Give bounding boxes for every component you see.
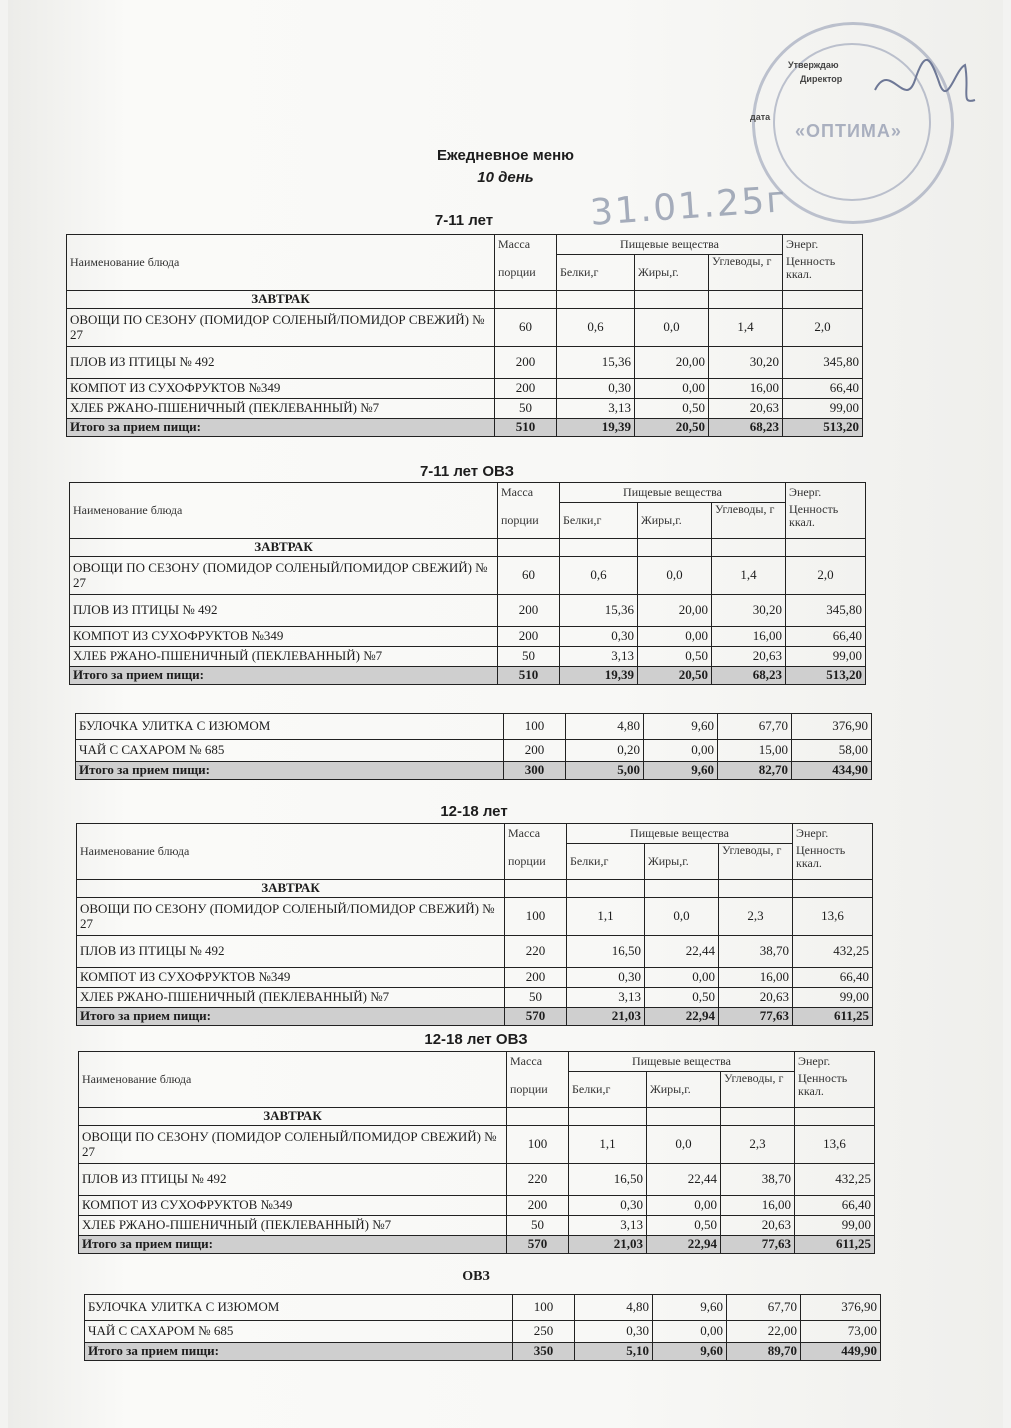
dish-energy: 99,00 (786, 647, 866, 667)
dish-fat: 9,60 (644, 714, 718, 740)
dish-protein: 15,36 (557, 347, 635, 379)
dish-carbs: 67,70 (718, 714, 792, 740)
col-header-energy: Ценность ккал. (795, 1072, 875, 1108)
dish-protein: 0,20 (566, 740, 644, 762)
total-mass: 570 (507, 1236, 569, 1254)
empty-cell (709, 291, 783, 309)
dish-mass: 50 (495, 399, 557, 419)
total-protein: 5,10 (575, 1343, 653, 1361)
snack-table (84, 1294, 881, 1361)
total-carbs: 89,70 (727, 1343, 801, 1361)
dish-name: ПЛОВ ИЗ ПТИЦЫ № 492 (77, 936, 505, 968)
empty-cell (793, 880, 873, 898)
empty-cell (560, 539, 638, 557)
dish-fat: 22,44 (647, 1164, 721, 1196)
dish-row (79, 1196, 875, 1216)
dish-protein: 0,30 (557, 379, 635, 399)
dish-row (67, 347, 863, 379)
dish-name: ОВОЩИ ПО СЕЗОНУ (ПОМИДОР СОЛЕНЫЙ/ПОМИДОР СВЕЖИЙ) № 27 (79, 1126, 507, 1164)
col-header-name: Наименование блюда (67, 235, 495, 291)
dish-energy: 66,40 (795, 1196, 875, 1216)
total-carbs: 77,63 (721, 1236, 795, 1254)
total-energy: 449,90 (801, 1343, 881, 1361)
meal-name: ЗАВТРАК (77, 880, 505, 898)
col-header-nutrients: Пищевые вещества (560, 483, 786, 503)
section-title: 12-18 лет (440, 803, 508, 820)
dish-carbs: 38,70 (719, 936, 793, 968)
dish-fat: 0,00 (635, 379, 709, 399)
dish-energy: 73,00 (801, 1321, 881, 1343)
dish-name: ОВОЩИ ПО СЕЗОНУ (ПОМИДОР СОЛЕНЫЙ/ПОМИДОР СВЕЖИЙ) № 27 (70, 557, 498, 595)
total-row (77, 1008, 873, 1026)
total-fat: 20,50 (635, 419, 709, 437)
col-header-protein: Белки,г (557, 255, 635, 291)
empty-cell (507, 1108, 569, 1126)
dish-mass: 100 (507, 1126, 569, 1164)
dish-protein: 0,6 (560, 557, 638, 595)
total-fat: 9,60 (644, 762, 718, 780)
col-header-fat: Жиры,г. (638, 503, 712, 539)
dish-carbs: 20,63 (719, 988, 793, 1008)
stamp-approve-text: Утверждаю (788, 60, 839, 70)
dish-name: ЧАЙ С САХАРОМ № 685 (76, 740, 504, 762)
dish-protein: 0,30 (567, 968, 645, 988)
total-row (79, 1236, 875, 1254)
header-row-top (77, 824, 873, 844)
empty-cell (645, 880, 719, 898)
total-label: Итого за прием пищи: (79, 1236, 507, 1254)
empty-cell (638, 539, 712, 557)
col-header-carbs: Углеводы, г (709, 255, 783, 291)
dish-carbs: 2,3 (721, 1126, 795, 1164)
total-energy: 434,90 (792, 762, 872, 780)
dish-fat: 0,00 (653, 1321, 727, 1343)
col-header-carbs: Углеводы, г (712, 503, 786, 539)
dish-name: ЧАЙ С САХАРОМ № 685 (85, 1321, 513, 1343)
dish-name: КОМПОТ ИЗ СУХОФРУКТОВ №349 (79, 1196, 507, 1216)
dish-mass: 50 (498, 647, 560, 667)
header-row-top (67, 235, 863, 255)
total-energy: 513,20 (783, 419, 863, 437)
dish-row (79, 1126, 875, 1164)
col-header-name: Наименование блюда (77, 824, 505, 880)
col-header-protein: Белки,г (567, 844, 645, 880)
dish-row (67, 379, 863, 399)
dish-mass: 60 (498, 557, 560, 595)
section-title: 7-11 лет ОВЗ (419, 463, 515, 480)
dish-name: ПЛОВ ИЗ ПТИЦЫ № 492 (70, 595, 498, 627)
dish-name: ХЛЕБ РЖАНО-ПШЕНИЧНЫЙ (ПЕКЛЕВАННЫЙ) №7 (70, 647, 498, 667)
total-carbs: 68,23 (712, 667, 786, 685)
dish-carbs: 16,00 (709, 379, 783, 399)
dish-name: ХЛЕБ РЖАНО-ПШЕНИЧНЫЙ (ПЕКЛЕВАННЫЙ) №7 (77, 988, 505, 1008)
meal-row (79, 1108, 875, 1126)
empty-cell (498, 539, 560, 557)
col-header-mass-portion: порции (505, 844, 567, 880)
page-title: Ежедневное меню (437, 147, 574, 164)
dish-fat: 0,50 (647, 1216, 721, 1236)
dish-carbs: 38,70 (721, 1164, 795, 1196)
dish-fat: 0,0 (635, 309, 709, 347)
dish-row (70, 595, 866, 627)
dish-mass: 200 (505, 968, 567, 988)
col-header-nutrients: Пищевые вещества (569, 1052, 795, 1072)
empty-cell (557, 291, 635, 309)
dish-name: КОМПОТ ИЗ СУХОФРУКТОВ №349 (77, 968, 505, 988)
dish-mass: 200 (504, 740, 566, 762)
dish-mass: 200 (495, 347, 557, 379)
snack-row (76, 714, 872, 740)
stamp-date-text: дата (750, 112, 771, 122)
dish-mass: 220 (507, 1164, 569, 1196)
dish-fat: 0,0 (638, 557, 712, 595)
dish-name: ПЛОВ ИЗ ПТИЦЫ № 492 (79, 1164, 507, 1196)
col-header-energy: Ценность ккал. (786, 503, 866, 539)
total-energy: 513,20 (786, 667, 866, 685)
dish-protein: 4,80 (575, 1295, 653, 1321)
total-protein: 21,03 (569, 1236, 647, 1254)
empty-cell (647, 1108, 721, 1126)
dish-name: ПЛОВ ИЗ ПТИЦЫ № 492 (67, 347, 495, 379)
dish-name: ОВОЩИ ПО СЕЗОНУ (ПОМИДОР СОЛЕНЫЙ/ПОМИДОР СВЕЖИЙ) № 27 (67, 309, 495, 347)
dish-carbs: 67,70 (727, 1295, 801, 1321)
empty-cell (567, 880, 645, 898)
dish-mass: 200 (507, 1196, 569, 1216)
dish-protein: 3,13 (557, 399, 635, 419)
empty-cell (721, 1108, 795, 1126)
dish-energy: 99,00 (793, 988, 873, 1008)
dish-energy: 345,80 (783, 347, 863, 379)
dish-carbs: 30,20 (709, 347, 783, 379)
empty-cell (783, 291, 863, 309)
empty-cell (786, 539, 866, 557)
dish-carbs: 20,63 (712, 647, 786, 667)
col-header-name: Наименование блюда (70, 483, 498, 539)
header-row-top (79, 1052, 875, 1072)
meal-row (70, 539, 866, 557)
dish-energy: 13,6 (793, 898, 873, 936)
dish-fat: 20,00 (638, 595, 712, 627)
menu-table (76, 823, 873, 1026)
dish-protein: 16,50 (567, 936, 645, 968)
col-header-fat: Жиры,г. (635, 255, 709, 291)
total-row (70, 667, 866, 685)
menu-table (69, 482, 866, 685)
header-row-top (70, 483, 866, 503)
section-title: 12-18 лет ОВЗ (424, 1031, 528, 1048)
dish-protein: 3,13 (567, 988, 645, 1008)
total-energy: 611,25 (793, 1008, 873, 1026)
dish-energy: 376,90 (792, 714, 872, 740)
meal-name: ЗАВТРАК (67, 291, 495, 309)
dish-name: БУЛОЧКА УЛИТКА С ИЗЮМОМ (85, 1295, 513, 1321)
dish-carbs: 1,4 (709, 309, 783, 347)
total-energy: 611,25 (795, 1236, 875, 1254)
dish-carbs: 20,63 (709, 399, 783, 419)
dish-energy: 99,00 (795, 1216, 875, 1236)
dish-energy: 66,40 (783, 379, 863, 399)
total-protein: 19,39 (557, 419, 635, 437)
dish-protein: 15,36 (560, 595, 638, 627)
dish-fat: 0,00 (647, 1196, 721, 1216)
dish-name: ХЛЕБ РЖАНО-ПШЕНИЧНЫЙ (ПЕКЛЕВАННЫЙ) №7 (79, 1216, 507, 1236)
signature-icon (870, 50, 980, 120)
dish-energy: 376,90 (801, 1295, 881, 1321)
dish-row (70, 557, 866, 595)
total-protein: 5,00 (566, 762, 644, 780)
meal-name: ЗАВТРАК (79, 1108, 507, 1126)
dish-energy: 432,25 (795, 1164, 875, 1196)
col-header-energy-top: Энерг. (793, 824, 873, 844)
total-carbs: 82,70 (718, 762, 792, 780)
col-header-nutrients: Пищевые вещества (567, 824, 793, 844)
dish-row (77, 968, 873, 988)
total-label: Итого за прием пищи: (70, 667, 498, 685)
total-mass: 510 (498, 667, 560, 685)
dish-name: КОМПОТ ИЗ СУХОФРУКТОВ №349 (67, 379, 495, 399)
empty-cell (712, 539, 786, 557)
dish-row (77, 898, 873, 936)
dish-fat: 0,0 (647, 1126, 721, 1164)
col-header-mass: Масса (507, 1052, 569, 1072)
dish-mass: 200 (498, 595, 560, 627)
total-protein: 21,03 (567, 1008, 645, 1026)
col-header-energy-top: Энерг. (795, 1052, 875, 1072)
dish-energy: 345,80 (786, 595, 866, 627)
dish-protein: 0,30 (560, 627, 638, 647)
total-mass: 300 (504, 762, 566, 780)
total-carbs: 77,63 (719, 1008, 793, 1026)
dish-carbs: 2,3 (719, 898, 793, 936)
dish-row (79, 1164, 875, 1196)
total-mass: 570 (505, 1008, 567, 1026)
total-row (85, 1343, 881, 1361)
dish-protein: 4,80 (566, 714, 644, 740)
snack-table (75, 713, 872, 780)
total-protein: 19,39 (560, 667, 638, 685)
col-header-mass: Масса (495, 235, 557, 255)
col-header-fat: Жиры,г. (647, 1072, 721, 1108)
dish-mass: 200 (498, 627, 560, 647)
snack-section-label: ОВЗ (462, 1269, 490, 1284)
col-header-energy: Ценность ккал. (793, 844, 873, 880)
dish-name: ХЛЕБ РЖАНО-ПШЕНИЧНЫЙ (ПЕКЛЕВАННЫЙ) №7 (67, 399, 495, 419)
empty-cell (635, 291, 709, 309)
dish-mass: 250 (513, 1321, 575, 1343)
snack-row (76, 740, 872, 762)
dish-fat: 0,00 (645, 968, 719, 988)
dish-row (77, 936, 873, 968)
total-row (76, 762, 872, 780)
dish-carbs: 15,00 (718, 740, 792, 762)
dish-protein: 1,1 (569, 1126, 647, 1164)
dish-protein: 0,30 (569, 1196, 647, 1216)
col-header-energy-top: Энерг. (786, 483, 866, 503)
page-subtitle: 10 день (477, 169, 534, 186)
total-label: Итого за прием пищи: (77, 1008, 505, 1026)
dish-name: ОВОЩИ ПО СЕЗОНУ (ПОМИДОР СОЛЕНЫЙ/ПОМИДОР СВЕЖИЙ) № 27 (77, 898, 505, 936)
dish-fat: 0,00 (644, 740, 718, 762)
col-header-mass-portion: порции (507, 1072, 569, 1108)
col-header-energy-top: Энерг. (783, 235, 863, 255)
total-row (67, 419, 863, 437)
dish-mass: 200 (495, 379, 557, 399)
col-header-fat: Жиры,г. (645, 844, 719, 880)
dish-fat: 0,50 (638, 647, 712, 667)
empty-cell (569, 1108, 647, 1126)
empty-cell (495, 291, 557, 309)
dish-row (67, 399, 863, 419)
dish-row (67, 309, 863, 347)
dish-carbs: 30,20 (712, 595, 786, 627)
dish-energy: 432,25 (793, 936, 873, 968)
dish-mass: 100 (505, 898, 567, 936)
dish-row (70, 647, 866, 667)
snack-row (85, 1295, 881, 1321)
dish-fat: 22,44 (645, 936, 719, 968)
total-mass: 350 (513, 1343, 575, 1361)
handwritten-date: 31.01.25г (588, 179, 789, 234)
dish-energy: 13,6 (795, 1126, 875, 1164)
total-mass: 510 (495, 419, 557, 437)
col-header-protein: Белки,г (560, 503, 638, 539)
col-header-protein: Белки,г (569, 1072, 647, 1108)
col-header-mass: Масса (505, 824, 567, 844)
dish-fat: 0,50 (635, 399, 709, 419)
dish-carbs: 20,63 (721, 1216, 795, 1236)
dish-mass: 50 (507, 1216, 569, 1236)
total-fat: 9,60 (653, 1343, 727, 1361)
dish-energy: 99,00 (783, 399, 863, 419)
dish-mass: 60 (495, 309, 557, 347)
dish-carbs: 16,00 (712, 627, 786, 647)
dish-fat: 0,0 (645, 898, 719, 936)
section-title: 7-11 лет (434, 212, 494, 229)
total-fat: 20,50 (638, 667, 712, 685)
dish-name: КОМПОТ ИЗ СУХОФРУКТОВ №349 (70, 627, 498, 647)
stamp-director-text: Директор (800, 74, 843, 84)
dish-protein: 3,13 (560, 647, 638, 667)
col-header-mass: Масса (498, 483, 560, 503)
total-label: Итого за прием пищи: (67, 419, 495, 437)
col-header-name: Наименование блюда (79, 1052, 507, 1108)
dish-row (77, 988, 873, 1008)
empty-cell (505, 880, 567, 898)
total-carbs: 68,23 (709, 419, 783, 437)
menu-table (66, 234, 863, 437)
dish-fat: 0,50 (645, 988, 719, 1008)
dish-protein: 3,13 (569, 1216, 647, 1236)
col-header-nutrients: Пищевые вещества (557, 235, 783, 255)
dish-energy: 66,40 (786, 627, 866, 647)
col-header-carbs: Углеводы, г (719, 844, 793, 880)
menu-table (78, 1051, 875, 1254)
meal-row (77, 880, 873, 898)
empty-cell (719, 880, 793, 898)
empty-cell (795, 1108, 875, 1126)
dish-carbs: 1,4 (712, 557, 786, 595)
meal-row (67, 291, 863, 309)
dish-mass: 220 (505, 936, 567, 968)
dish-energy: 58,00 (792, 740, 872, 762)
dish-mass: 50 (505, 988, 567, 1008)
dish-fat: 20,00 (635, 347, 709, 379)
dish-fat: 9,60 (653, 1295, 727, 1321)
dish-protein: 0,6 (557, 309, 635, 347)
dish-row (79, 1216, 875, 1236)
meal-name: ЗАВТРАК (70, 539, 498, 557)
dish-energy: 2,0 (786, 557, 866, 595)
dish-energy: 66,40 (793, 968, 873, 988)
total-fat: 22,94 (647, 1236, 721, 1254)
total-fat: 22,94 (645, 1008, 719, 1026)
dish-name: БУЛОЧКА УЛИТКА С ИЗЮМОМ (76, 714, 504, 740)
col-header-carbs: Углеводы, г (721, 1072, 795, 1108)
dish-carbs: 16,00 (719, 968, 793, 988)
dish-mass: 100 (504, 714, 566, 740)
dish-carbs: 16,00 (721, 1196, 795, 1216)
total-label: Итого за прием пищи: (85, 1343, 513, 1361)
dish-energy: 2,0 (783, 309, 863, 347)
col-header-mass-portion: порции (498, 503, 560, 539)
dish-row (70, 627, 866, 647)
dish-protein: 1,1 (567, 898, 645, 936)
dish-fat: 0,00 (638, 627, 712, 647)
stamp-org-name: «ОПТИМА» (795, 121, 902, 141)
total-label: Итого за прием пищи: (76, 762, 504, 780)
dish-protein: 0,30 (575, 1321, 653, 1343)
dish-protein: 16,50 (569, 1164, 647, 1196)
col-header-energy: Ценность ккал. (783, 255, 863, 291)
dish-mass: 100 (513, 1295, 575, 1321)
dish-carbs: 22,00 (727, 1321, 801, 1343)
snack-row (85, 1321, 881, 1343)
col-header-mass-portion: порции (495, 255, 557, 291)
